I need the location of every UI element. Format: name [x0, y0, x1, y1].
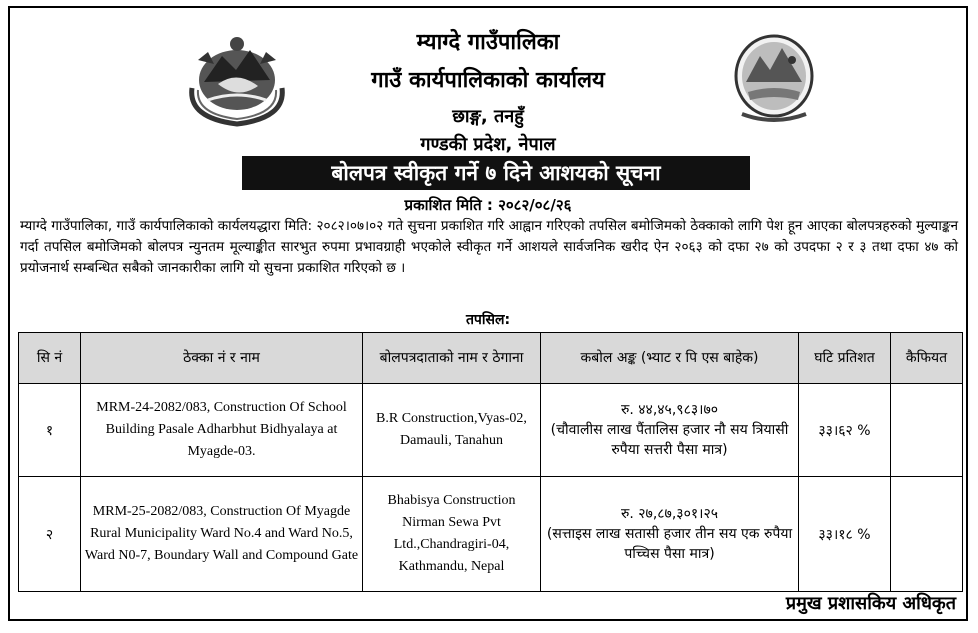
bidder-name: Bhabisya Construction Nirman Sewa Pvt Ltd.,Chandragiri-04, Kathmandu, Nepal [363, 477, 541, 592]
bid-amount-cell [541, 477, 799, 592]
bid-amount-words: (सत्ताइस लाख सतासी हजार तीन सय एक रुपैया पच्चिस पैसा मात्र) [546, 526, 793, 562]
office-address: छाङ्ग, तनहुँ [452, 106, 524, 127]
published-date: प्रकाशित मिति : २०८२/०८/२६ [404, 196, 572, 214]
bid-amount: रु. २७,८७,३०१।२५ [621, 506, 718, 522]
table-row [19, 477, 963, 592]
header-bid-amount: कबोल अङ्क (भ्याट र पि एस बाहेक) [541, 333, 799, 384]
less-percent: ३३।६२ % [799, 384, 891, 477]
bid-details-table [18, 332, 963, 592]
header-less-percent: घटि प्रतिशत [799, 333, 891, 384]
header-remarks: कैफियत [891, 333, 963, 384]
less-percent: ३३।१८ % [799, 477, 891, 592]
remarks [891, 477, 963, 592]
header-serial-no: सि नं [19, 333, 81, 384]
bid-amount: रु. ४४,४५,९८३।७० [621, 402, 718, 418]
serial-no: २ [19, 477, 81, 592]
table-row [19, 384, 963, 477]
bid-amount-cell [541, 384, 799, 477]
header-contract: ठेक्का नं र नाम [81, 333, 363, 384]
province-country: गण्डकी प्रदेश, नेपाल [420, 134, 556, 155]
header-bidder: बोलपत्रदाताको नाम र ठेगाना [363, 333, 541, 384]
notice-page [8, 6, 968, 621]
signatory-title: प्रमुख प्रशासकिय अधिकृत [785, 593, 956, 614]
office-name: गाउँ कार्यपालिकाको कार्यालय [371, 68, 605, 93]
notice-title-banner: बोलपत्र स्वीकृत गर्ने ७ दिने आशयको सूचना [242, 156, 750, 190]
contract-name: MRM-25-2082/083, Construction Of Myagde Rural Municipality Ward No.4 and Ward No.5, Ward N0-7, Boundary Wall and Compound Gate [81, 477, 363, 592]
contract-name: MRM-24-2082/083, Construction Of School Building Pasale Adharbhut Bidhyalaya at Myagde-03. [81, 384, 363, 477]
table-caption: तपसिल: [465, 312, 511, 328]
bid-amount-words: (चौवालीस लाख पैंतालिस हजार नौ सय त्रियासी रुपैया सत्तरी पैसा मात्र) [550, 422, 789, 458]
bidder-name: B.R Construction,Vyas-02, Damauli, Tanahun [363, 384, 541, 477]
table-header-row [19, 333, 963, 384]
serial-no: १ [19, 384, 81, 477]
remarks [891, 384, 963, 477]
municipality-name: म्याग्दे गाउँपालिका [416, 30, 560, 55]
notice-body-text: म्याग्दे गाउँपालिका, गाउँ कार्यपालिकाको कार्यलयद्धारा मिति: २०८२।०७।०२ गते सुचना प्रकाशित गरि आह्वान गरिएको तपसिल बमोजिमको ठेक्काको लागि पेश हून आएका बोलपत्रहरुको मुल्याङ्कन गर्दा तपसिल बमोजिमको बोलपत्र न्युनतम मूल्याङ्कीत सारभुत रुपमा प्रभावग्राही भएकोले स्वीकृत गर्ने आशयले सार्वजनिक खरीद ऐन २०६३ को दफा २७ को उपदफा २ र ३ तथा दफा ४७ को प्रयोजनार्थ सम्बन्धित सबैको जानकारीका लागि यो सुचना प्रकाशित गरिएको छ । [20, 218, 958, 276]
